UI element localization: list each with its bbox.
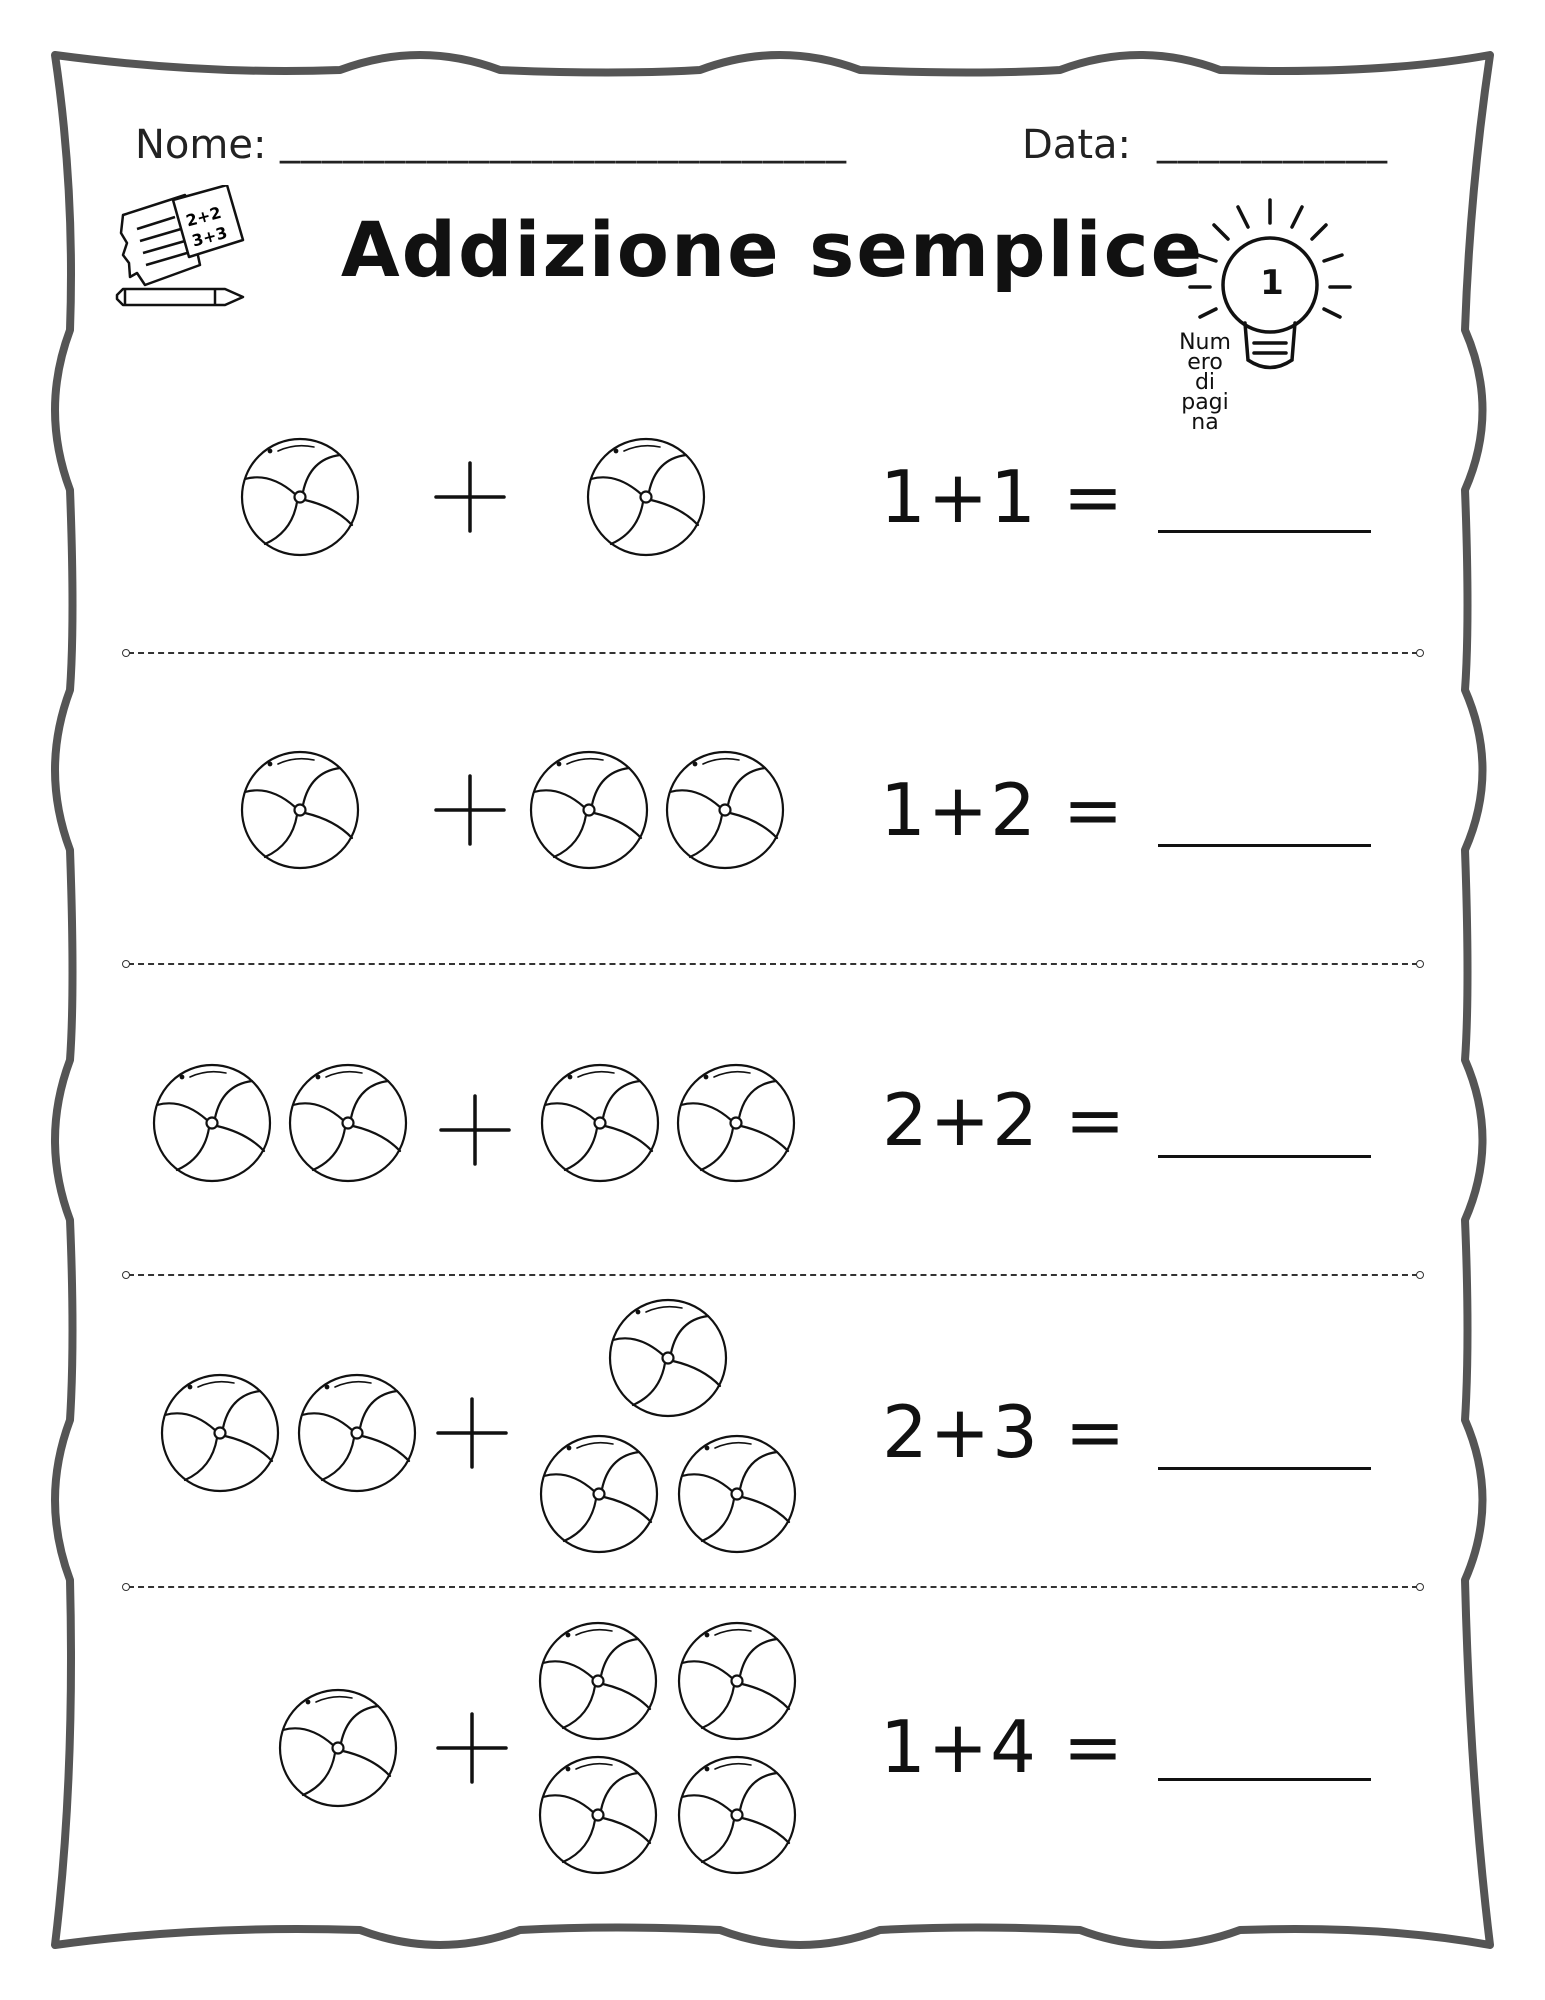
equation-5: 1+4 = xyxy=(880,1705,1126,1789)
beach-ball-icon xyxy=(663,748,787,876)
date-label: Data: xyxy=(1022,122,1131,168)
beach-ball-icon xyxy=(674,1061,798,1189)
page-number-label xyxy=(1165,330,1245,435)
page-number-label-line: di xyxy=(1194,370,1216,395)
beach-ball-icon xyxy=(158,1371,282,1499)
answer-line-5[interactable] xyxy=(1158,1778,1371,1781)
beach-ball-icon xyxy=(150,1061,274,1189)
beach-ball-icon xyxy=(536,1753,660,1881)
beach-ball-icon xyxy=(675,1753,799,1881)
beach-ball-icon xyxy=(675,1432,799,1560)
page-title: Addizione semplice xyxy=(340,205,1205,294)
answer-line-3[interactable] xyxy=(1158,1155,1371,1158)
name-label: Nome: xyxy=(135,122,267,168)
beach-ball-icon xyxy=(584,435,708,563)
name-blank[interactable]: ___________________________ xyxy=(280,118,847,164)
equation-3: 2+2 = xyxy=(882,1078,1128,1162)
plus-icon xyxy=(430,457,510,541)
beach-ball-icon xyxy=(286,1061,410,1189)
answer-line-4[interactable] xyxy=(1158,1467,1371,1470)
page-number-label-line: ero xyxy=(1187,350,1223,375)
plus-icon xyxy=(435,1090,515,1174)
beach-ball-icon xyxy=(536,1619,660,1747)
beach-ball-icon xyxy=(675,1619,799,1747)
math-paper-pencil-icon xyxy=(115,185,255,320)
row-separator xyxy=(128,963,1418,965)
beach-ball-icon xyxy=(537,1432,661,1560)
page-number-label-line: pagi xyxy=(1181,390,1229,415)
beach-ball-icon xyxy=(238,435,362,563)
page-number-label-line: na xyxy=(1191,410,1219,435)
plus-icon xyxy=(432,1708,512,1792)
answer-line-2[interactable] xyxy=(1158,844,1371,847)
beach-ball-icon xyxy=(276,1686,400,1814)
beach-ball-icon xyxy=(295,1371,419,1499)
page-number-value: 1 xyxy=(1260,263,1284,303)
equation-1: 1+1 = xyxy=(880,455,1126,539)
beach-ball-icon xyxy=(527,748,651,876)
plus-icon xyxy=(432,1393,512,1477)
plus-icon xyxy=(430,770,510,854)
row-separator xyxy=(128,1586,1418,1588)
worksheet-icon-line1: 2+2 xyxy=(183,202,224,231)
row-separator xyxy=(128,1274,1418,1276)
equation-2: 1+2 = xyxy=(880,768,1126,852)
beach-ball-icon xyxy=(238,748,362,876)
worksheet-icon-line2: 3+3 xyxy=(189,222,230,251)
page-number-label-line: Num xyxy=(1179,330,1231,355)
beach-ball-icon xyxy=(606,1296,730,1424)
equation-4: 2+3 = xyxy=(882,1390,1128,1474)
beach-ball-icon xyxy=(538,1061,662,1189)
answer-line-1[interactable] xyxy=(1158,530,1371,533)
date-blank[interactable]: ___________ xyxy=(1157,118,1388,164)
row-separator xyxy=(128,652,1418,654)
